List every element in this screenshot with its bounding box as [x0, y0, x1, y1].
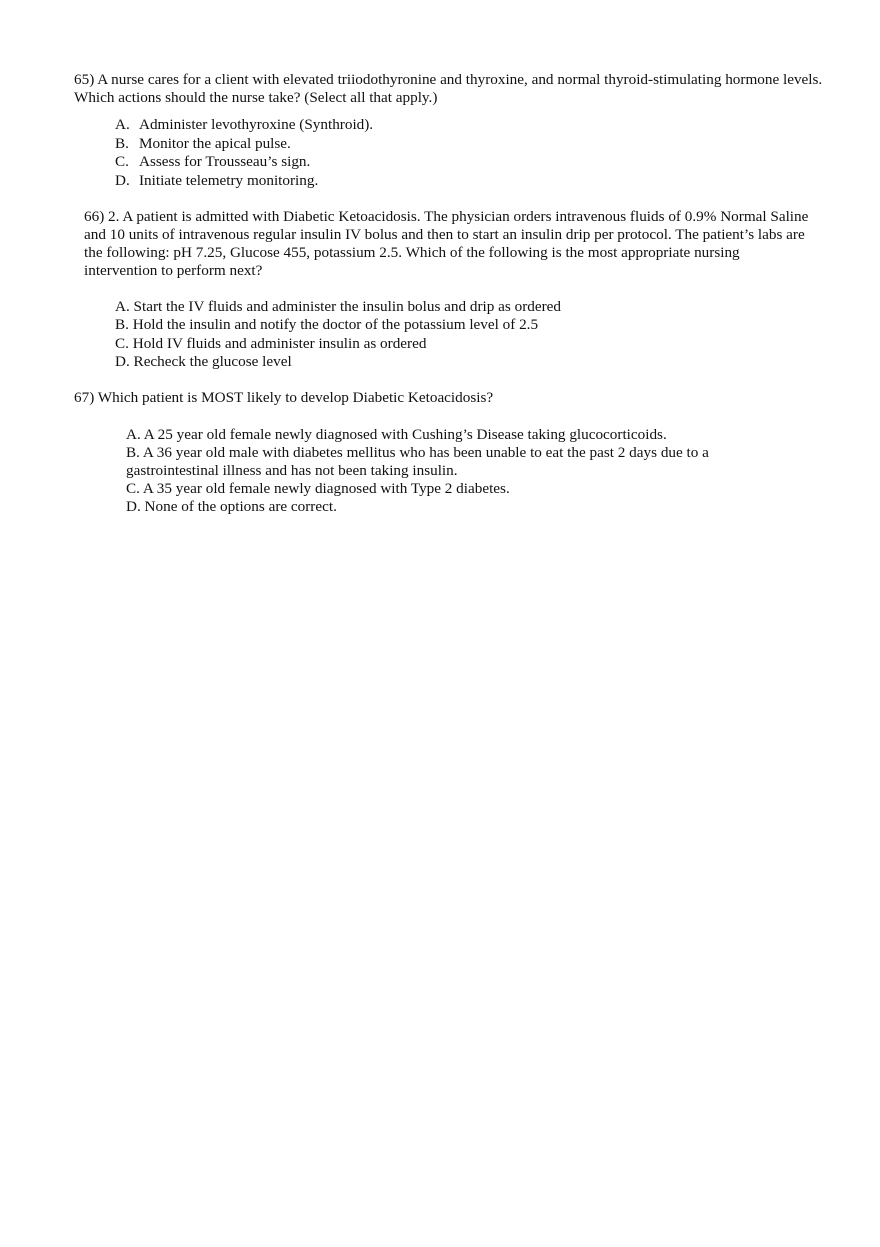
question-66-stem: 66) 2. A patient is admitted with Diabetic Ketoacidosis. The physician orders intravenous fluids of 0.9% Normal Saline and 10 units of intravenous regular insulin IV bolus and then to start an insulin drip per protocol. The patient’s labs are the following: pH 7.25, Glucose 455, potassium 2.5. Which of the following is the most appropriate nursing intervention to perform next?	[84, 208, 809, 279]
question-66-options	[115, 298, 561, 371]
option-item: C. A 35 year old female newly diagnosed with Type 2 diabetes.	[126, 480, 510, 497]
option-item: D. Recheck the glucose level	[115, 352, 292, 370]
option-item	[115, 153, 373, 172]
option-item	[115, 172, 373, 191]
question-67-options	[126, 426, 766, 516]
question-65-options	[115, 116, 373, 190]
option-item: C. Hold IV fluids and administer insulin as ordered	[115, 334, 427, 352]
option-item: A. Start the IV fluids and administer the insulin bolus and drip as ordered	[115, 298, 561, 315]
option-text: Initiate telemetry monitoring.	[139, 171, 319, 189]
option-item	[115, 116, 373, 135]
option-item: B. A 36 year old male with diabetes mellitus who has been unable to eat the past 2 days due to a gastrointestinal illness and has not been taking insulin.	[126, 444, 709, 479]
question-67-stem: 67) Which patient is MOST likely to develop Diabetic Ketoacidosis?	[74, 389, 494, 406]
option-item: D. None of the options are correct.	[126, 498, 337, 515]
option-letter: C.	[115, 153, 129, 170]
option-text: Assess for Trousseau’s sign.	[139, 153, 311, 170]
option-letter: A.	[115, 116, 130, 133]
option-text: Administer levothyroxine (Synthroid).	[139, 116, 374, 133]
option-text: Monitor the apical pulse.	[139, 134, 291, 152]
option-item: B. Hold the insulin and notify the doctor of the potassium level of 2.5	[115, 316, 539, 334]
option-item: A. A 25 year old female newly diagnosed with Cushing’s Disease taking glucocorticoids.	[126, 426, 667, 443]
option-letter: D.	[115, 171, 130, 189]
question-65-stem: 65) A nurse cares for a client with elevated triiodothyronine and thyroxine, and normal thyroid-stimulating hormone levels. Which actions should the nurse take? (Select all that apply.)	[74, 71, 823, 106]
option-letter: B.	[115, 134, 129, 152]
option-item	[115, 135, 373, 154]
